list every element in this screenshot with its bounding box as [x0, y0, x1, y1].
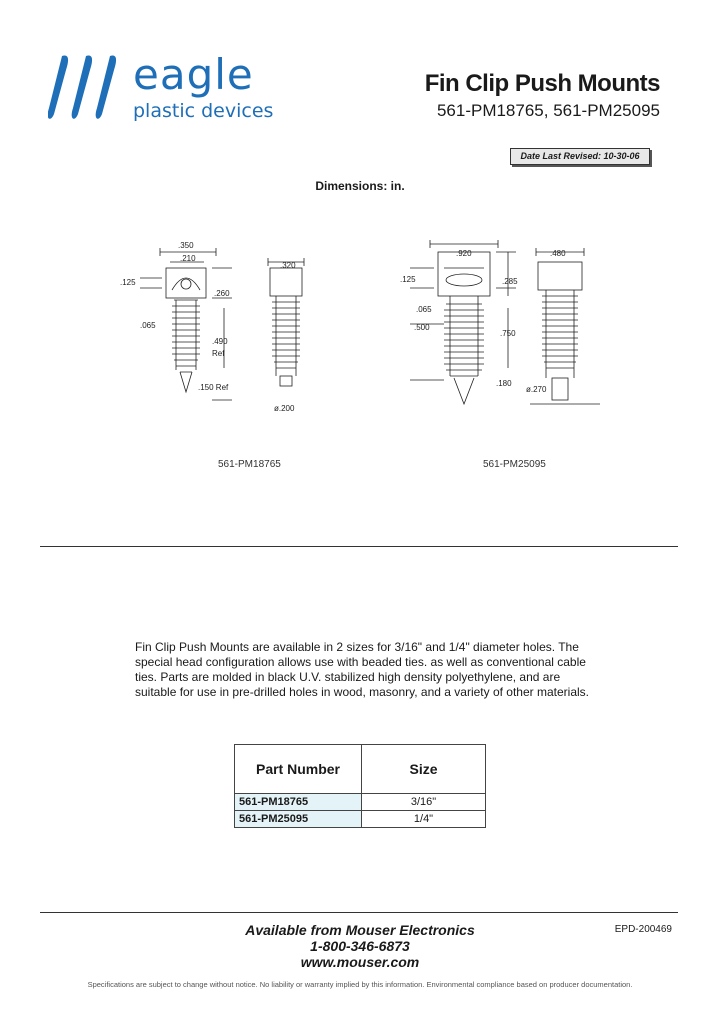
footer-available-text: Available from Mouser Electronics	[245, 922, 475, 938]
dim-left-065: .065	[140, 321, 156, 330]
left-fin-stack	[172, 300, 200, 392]
caption-right-part: 561-PM25095	[483, 459, 546, 470]
dimensions-label: Dimensions: in.	[315, 179, 405, 193]
dim-left-side-width: .320	[280, 261, 296, 270]
cell-part: 561-PM25095	[235, 811, 362, 828]
revision-label: Date Last Revised:	[520, 151, 601, 161]
header-part-number: Part Number	[235, 745, 362, 794]
divider-top	[40, 546, 678, 547]
epd-number: EPD-200469	[614, 924, 672, 935]
cell-part: 561-PM18765	[235, 794, 362, 811]
dim-right-500: .500	[414, 323, 430, 332]
cell-size: 1/4"	[362, 811, 486, 828]
page-title: Fin Clip Push Mounts	[424, 70, 660, 97]
logo-wordmark: eagle	[133, 50, 254, 99]
dim-right-side-width: .480	[550, 249, 566, 258]
parts-table	[234, 744, 486, 828]
dim-left-150ref: .150 Ref	[198, 383, 229, 392]
dim-left-260: .260	[214, 289, 230, 298]
dim-right-750: .750	[500, 329, 516, 338]
footer-phone: 1-800-346-6873	[310, 938, 410, 954]
header-size: Size	[362, 745, 486, 794]
cell-size: 3/16"	[362, 794, 486, 811]
dim-right-285: .285	[502, 277, 518, 286]
dim-right-width-top: .920	[456, 249, 472, 258]
revision-date: 10-30-06	[603, 151, 640, 161]
dim-left-ref: Ref	[212, 349, 225, 358]
caption-left-part: 561-PM18765	[218, 459, 281, 470]
table-header-row	[235, 745, 486, 794]
footer-website-link[interactable]: www.mouser.com	[300, 954, 420, 970]
footer-availability	[0, 922, 720, 970]
dim-right-065: .065	[416, 305, 432, 314]
description-paragraph: Fin Clip Push Mounts are available in 2 sizes for 3/16" and 1/4" diameter holes. The special head configuration allows use with beaded ties. as well as conventional cable ties. Parts are molded in black U.V. stabilized high density polyethylene, and are suitable for use in pre-drilled holes in wood, masonry, and a variety of other materials.	[135, 640, 590, 699]
dim-left-width-inner: .210	[180, 254, 196, 263]
table-row	[235, 794, 486, 811]
table-row	[235, 811, 486, 828]
eagle-logo-mark-icon	[48, 52, 128, 124]
dim-left-490: .490	[212, 337, 228, 346]
dim-left-width-top: .350	[178, 241, 194, 250]
divider-bottom	[40, 912, 678, 913]
dim-left-125: .125	[120, 278, 136, 287]
technical-drawing	[100, 228, 640, 428]
revision-date-box	[510, 148, 650, 165]
page-subtitle: 561-PM18765, 561-PM25095	[436, 101, 660, 120]
dim-right-125: .125	[400, 275, 416, 284]
logo-tagline: plastic devices	[133, 100, 274, 122]
dim-left-diameter: ø.200	[274, 404, 295, 413]
dim-right-180: .180	[496, 379, 512, 388]
fine-print: Specifications are subject to change without notice. No liability or warranty implied by this information. Environmental compliance based on producer documentation.	[87, 980, 633, 989]
dim-right-diameter: ø.270	[526, 385, 547, 394]
